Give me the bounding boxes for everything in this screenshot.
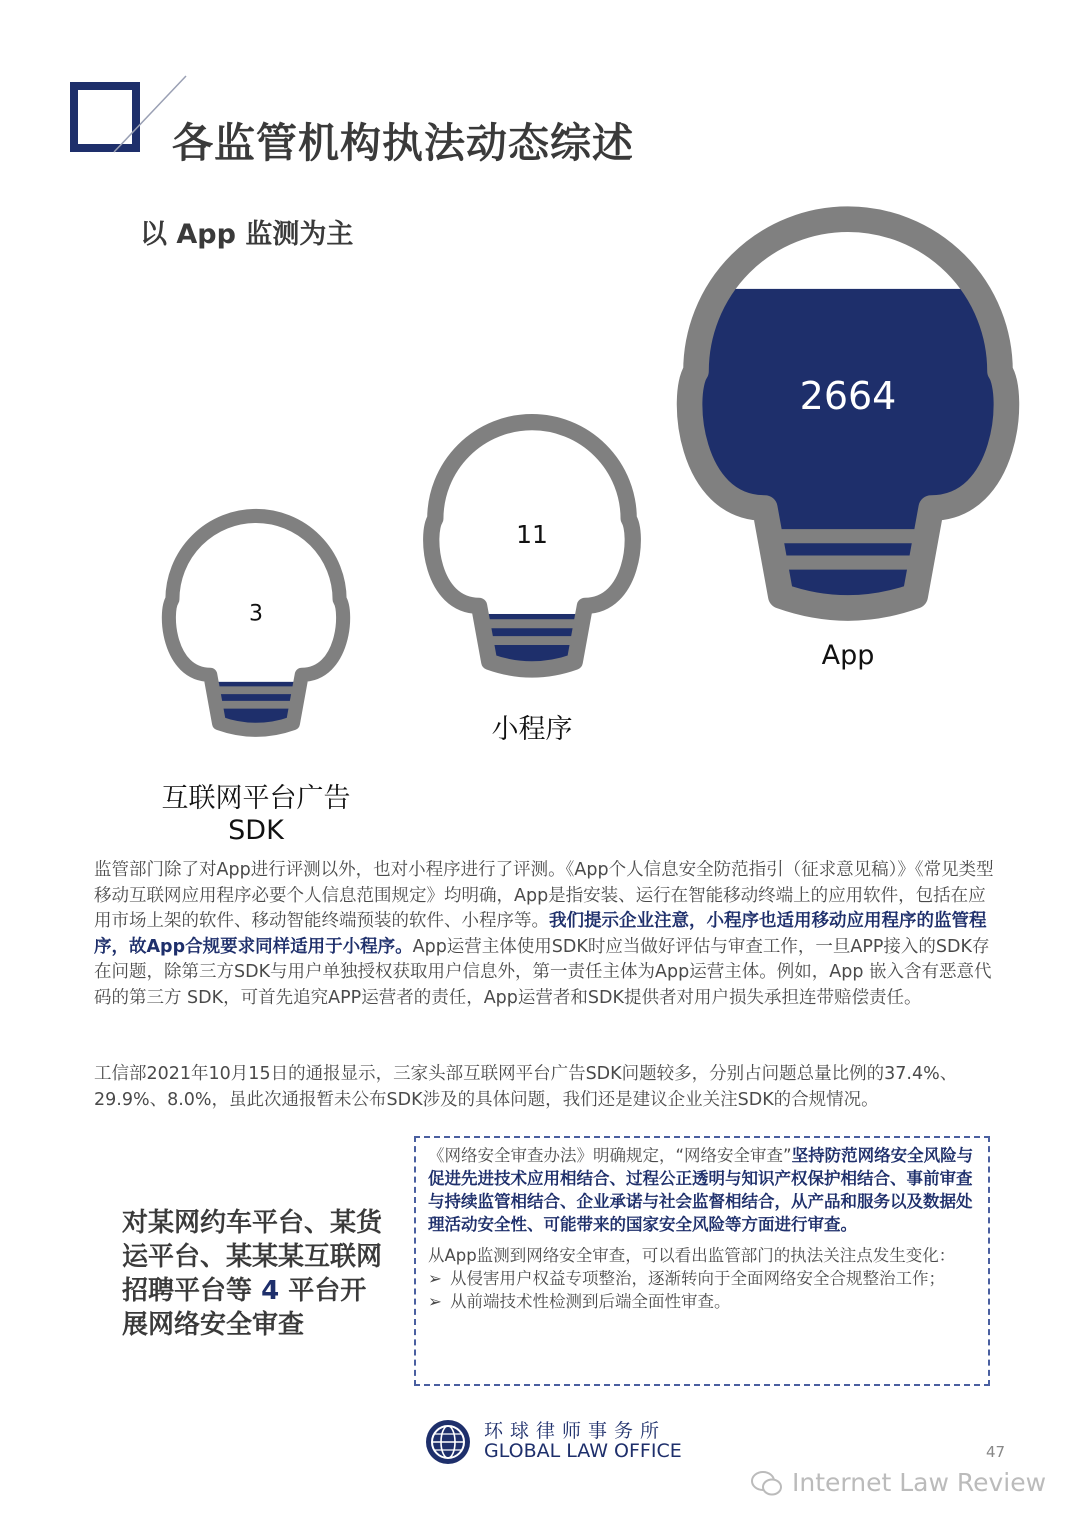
page-number: 47 [986, 1443, 1006, 1461]
section-subtitle: 以 App 监测为主 [140, 219, 354, 250]
category-label-0-line-1: 互联网平台广告 [161, 783, 351, 814]
category-label-0-line-2: SDK [228, 815, 284, 846]
bulb-fill-2 [666, 289, 1031, 622]
page-title: 各监管机构执法动态综述 [172, 119, 634, 167]
globe-logo-icon [424, 1418, 472, 1466]
para1-text-1: 监管部门除了对App进行评测以外，也对小程序进行了评测。《App个人信息安全防范指引（征求意见稿）》《常见类型移动互联网应用程序必要个人信息范围规定》均明确，App是指安装、运行在智能移动终端上的应用软件，包括在应用市场上架的软件、移动智能终端预装的软件、小程序等。 [94, 860, 994, 931]
callout-number: 4 [261, 1276, 280, 1306]
regulation-highlight: 坚持防范网络安全风险与促进先进技术应用相结合、过程公正透明与知识产权保护相结合、事前审查与持续监管相结合、企业承诺与社会监督相结合，从产品和服务以及数据处理活动安全性、可能带来的国家安全风险等方面进行审查。 [428, 1146, 974, 1234]
arrow-bullet-icon: ➢ [428, 1269, 442, 1288]
bulb-chart [0, 150, 1080, 860]
bullet-text: 从前端技术性检测到后端全面性审查。 [450, 1292, 731, 1311]
bullet-text: 从侵害用户权益专项整治，逐渐转向于全面网络安全合规整治工作； [450, 1269, 945, 1288]
wechat-icon [750, 1470, 784, 1498]
category-label-2: App [821, 640, 875, 671]
bulb-1 [416, 422, 648, 745]
para1-text-2: App运营主体使用SDK时应当做好评估与审查工作，一旦APP接入的SDK存在问题，除第三方SDK与用户单独授权获取用户信息外，第一责任主体为App运营主体。例如，App 嵌入含有恶意代码的第三方 SDK，可首先追究APP运营者的责任，App运营者和SDK提供者对用户损失承担连带赔偿责任。 [94, 936, 992, 1008]
review-callout [122, 1206, 384, 1342]
bullet-item [428, 1267, 978, 1290]
firm-name-en: GLOBAL LAW OFFICE [484, 1440, 682, 1462]
value-label-1: 11 [516, 519, 548, 549]
paragraph-miit-notice: 工信部2021年10月15日的通报显示，三家头部互联网平台广告SDK问题较多，分别占问题总量比例的37.4%、29.9%、8.0%，虽此次通报暂未公布SDK涉及的具体问题，我们还是建议企业关注SDK的合规情况。 [94, 1064, 958, 1110]
value-label-0: 3 [249, 601, 263, 627]
regulation-paragraph [428, 1144, 978, 1236]
watermark-text: Internet Law Review [792, 1468, 1047, 1497]
callout-text-post: 平台开展网络安全审查 [122, 1276, 367, 1340]
bullet-item [428, 1290, 978, 1313]
bulb-0 [156, 516, 357, 846]
arrow-bullet-icon: ➢ [428, 1292, 442, 1311]
value-label-2: 2664 [799, 374, 897, 419]
firm-name-cn: 环球律师事务所 [484, 1420, 667, 1442]
category-label-1: 小程序 [491, 714, 573, 745]
focus-change-text: 从App监测到网络安全审查，可以看出监管部门的执法关注点发生变化： [428, 1246, 956, 1265]
paragraph-app-evaluation [94, 858, 994, 1011]
callout-text-pre: 对某网约车平台、某货运平台、某某某互联网招聘平台等 [122, 1208, 383, 1306]
review-regulation-box [414, 1136, 990, 1386]
regulation-text: 《网络安全审查办法》明确规定，“网络安全审查” [428, 1146, 792, 1165]
bulb-2 [666, 219, 1031, 671]
para1-highlight: 我们提示企业注意，小程序也适用移动应用程序的监管程序，故App合规要求同样适用于小程序。 [94, 911, 987, 957]
